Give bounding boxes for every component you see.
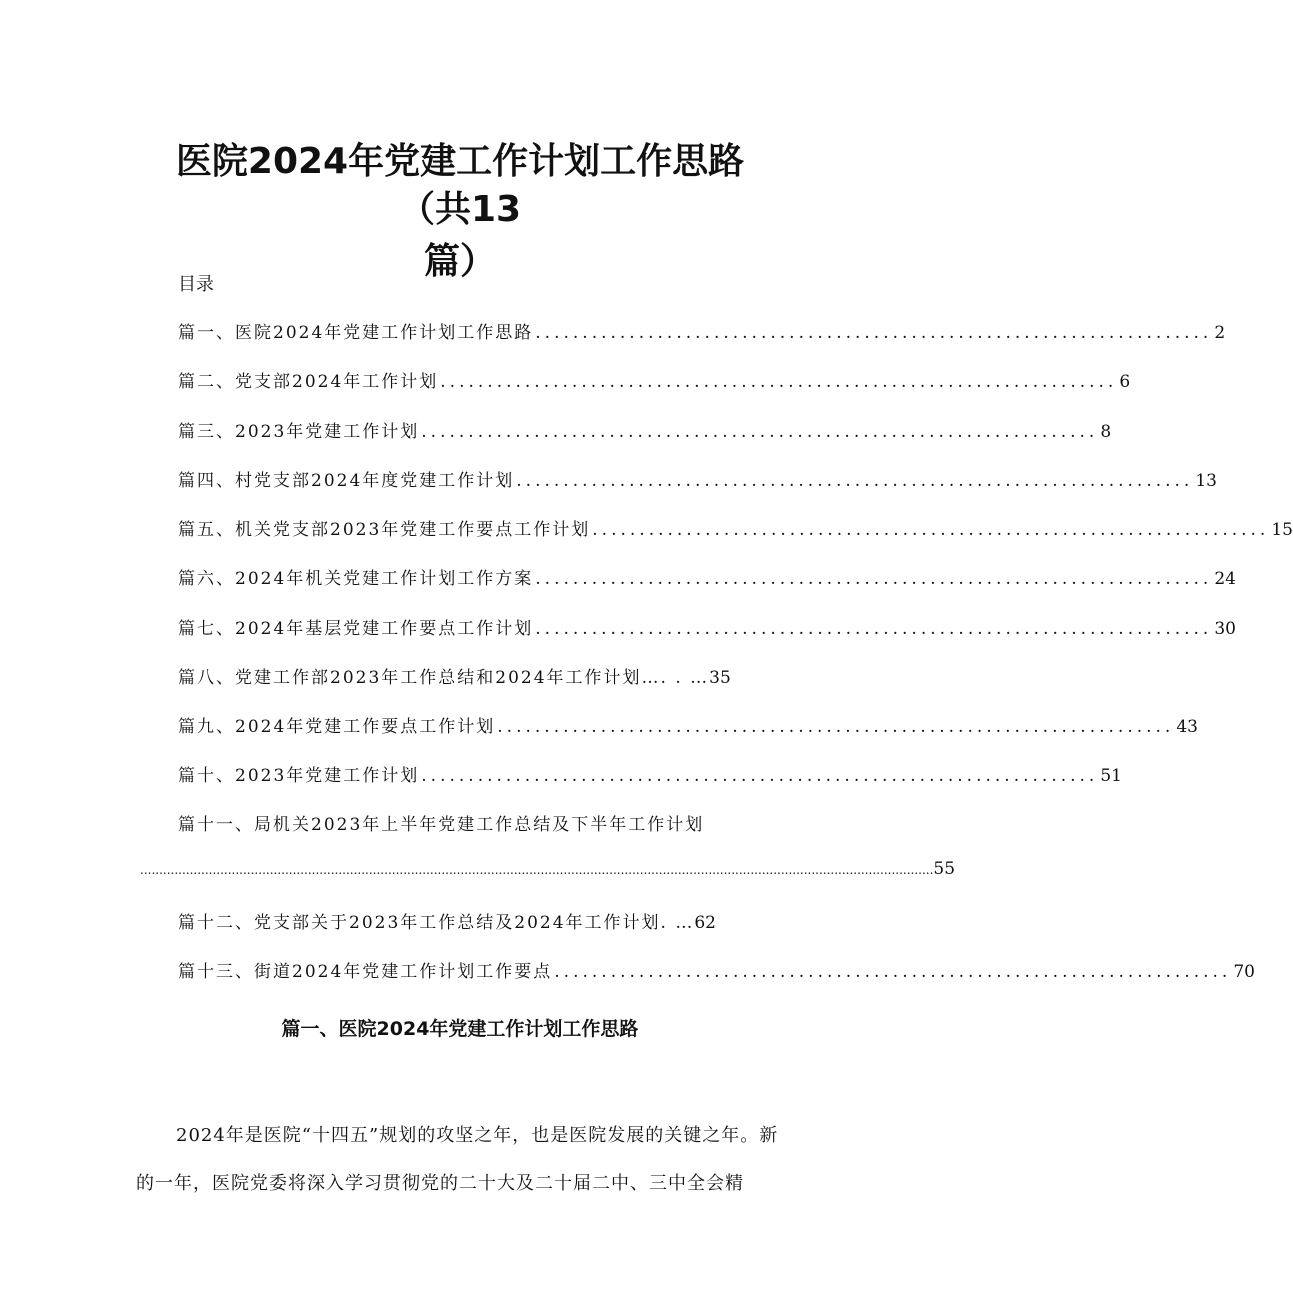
toc-entry-text: 篇六、2024年机关党建工作计划工作方案 — [178, 569, 534, 589]
toc-leader-dots: ........................................................................ — [592, 520, 1270, 540]
body-paragraph: 2024年是医院“十四五”规划的攻坚之年，也是医院发展的关键之年。新的一年，医院党委将深入学习贯彻党的二十大及二十届二中、三中全会精 — [136, 1125, 779, 1194]
toc-entry-continuation[interactable] — [140, 859, 956, 885]
toc-entry-text: 篇四、村党支部2024年度党建工作计划 — [178, 471, 515, 491]
toc-entry-text: 篇八、党建工作部2023年工作总结和2024年工作计划…. . … — [178, 668, 710, 688]
title-line-1: 医院2024年党建工作计划工作思路（共13 — [175, 141, 745, 230]
toc-entry[interactable] — [178, 761, 1122, 787]
toc-entry[interactable] — [178, 466, 1217, 492]
toc-leader-dots: ........................................................................ — [497, 717, 1175, 737]
section-heading: 篇一、医院2024年党建工作计划工作思路 — [281, 1018, 639, 1040]
toc-leader-dots: ........................................................................ — [535, 619, 1213, 639]
toc-entry-text: 篇二、党支部2024年工作计划 — [178, 372, 439, 392]
toc-entry[interactable] — [178, 957, 1255, 983]
title-line-2: 篇） — [423, 241, 496, 282]
toc-entry[interactable] — [178, 515, 1293, 541]
toc-entry-page: 15 — [1271, 520, 1293, 540]
toc-leader-dots: ........................................................................ — [554, 962, 1232, 982]
toc-entry-text: 篇五、机关党支部2023年党建工作要点工作计划 — [178, 520, 591, 540]
toc-entry-text: 篇十二、党支部关于2023年工作总结及2024年工作计划. … — [178, 913, 695, 933]
toc-entry-page: 6 — [1119, 372, 1131, 392]
toc-entry[interactable] — [178, 908, 716, 934]
toc-entry-text: 篇三、2023年党建工作计划 — [178, 422, 420, 442]
toc-entry-page: 2 — [1214, 323, 1226, 343]
toc-entry-page: 13 — [1195, 471, 1217, 491]
toc-entry-page: 30 — [1214, 619, 1236, 639]
toc-leader-dots: ........................................................................ — [421, 422, 1099, 442]
toc-entry[interactable] — [178, 712, 1198, 738]
toc-leader-dots: ................................................................................................................................................................................................................ — [140, 863, 934, 877]
toc-label: 目录 — [178, 274, 214, 295]
toc-entry-text: 篇九、2024年党建工作要点工作计划 — [178, 717, 496, 737]
toc-entry[interactable] — [178, 564, 1236, 590]
toc-entry-text: 篇十、2023年党建工作计划 — [178, 766, 420, 786]
toc-leader-dots: ........................................................................ — [535, 323, 1213, 343]
toc-entry[interactable] — [178, 367, 1131, 393]
toc-leader-dots: ........................................................................ — [516, 471, 1194, 491]
toc-entry[interactable] — [178, 417, 1112, 443]
toc-entry[interactable] — [178, 663, 731, 689]
toc-entry-text: 篇十一、局机关2023年上半年党建工作总结及下半年工作计划 — [178, 815, 705, 835]
toc-leader-dots: ........................................................................ — [535, 569, 1213, 589]
toc-leader-dots: ........................................................................ — [421, 766, 1099, 786]
toc-entry[interactable] — [178, 810, 704, 836]
toc-entry-page: 70 — [1233, 962, 1255, 982]
toc-entry-text: 篇七、2024年基层党建工作要点工作计划 — [178, 619, 534, 639]
toc-entry-text: 篇一、医院2024年党建工作计划工作思路 — [178, 323, 534, 343]
toc-entry-page: 55 — [933, 859, 956, 879]
toc-entry-page: 35 — [709, 668, 731, 688]
toc-entry-page: 51 — [1100, 766, 1122, 786]
toc-entry-page: 62 — [694, 913, 716, 933]
document-title — [140, 138, 780, 286]
toc-entry-page: 8 — [1100, 422, 1112, 442]
toc-entry[interactable] — [178, 614, 1236, 640]
toc-leader-dots: ........................................................................ — [440, 372, 1118, 392]
toc-entry-text: 篇十三、街道2024年党建工作计划工作要点 — [178, 962, 553, 982]
toc-entry[interactable] — [178, 318, 1226, 344]
toc-entry-page: 24 — [1214, 569, 1236, 589]
toc-entry-page: 43 — [1176, 717, 1198, 737]
